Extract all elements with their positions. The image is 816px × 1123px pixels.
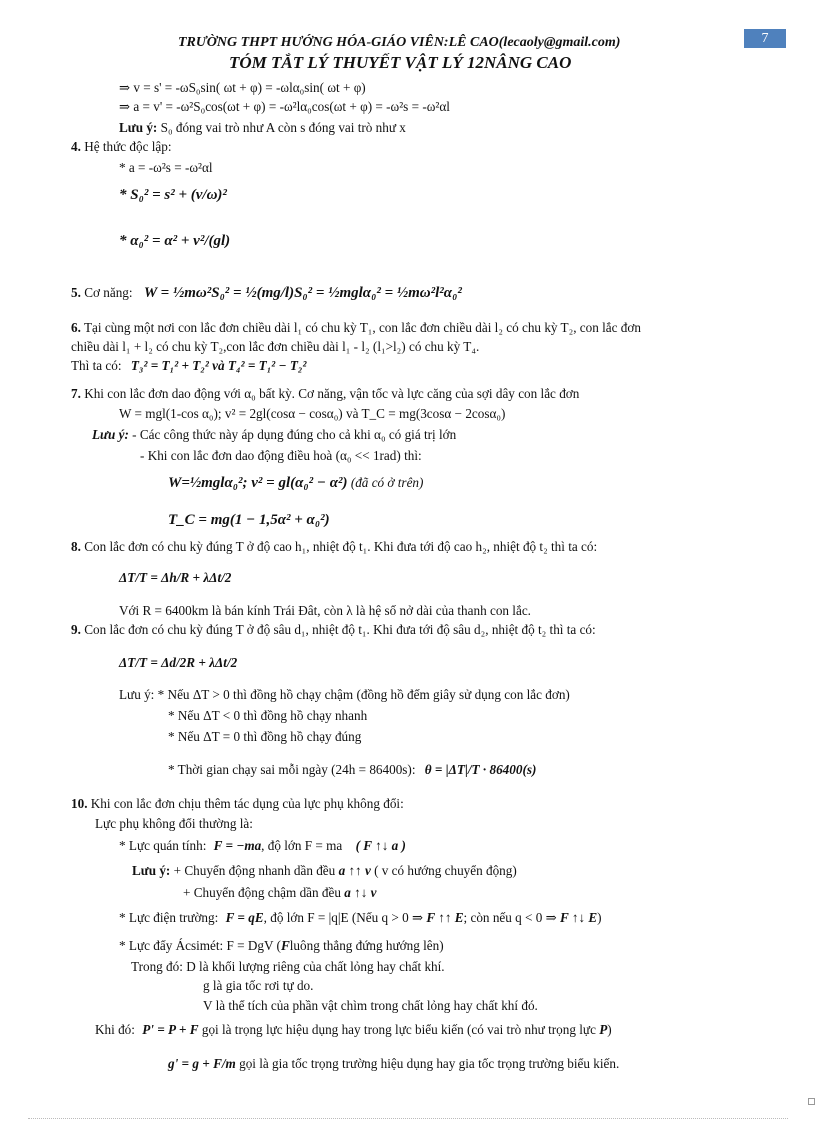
eq-small-angle-1 xyxy=(168,475,423,492)
note-label: Lưu ý: xyxy=(132,863,171,878)
note-line xyxy=(119,120,406,135)
footer-divider xyxy=(28,1118,788,1119)
inertial-force-line xyxy=(119,838,406,853)
eq-effective-gravity: g' = g + F/m xyxy=(168,1056,236,1071)
header-title: TRƯỜNG THPT HƯỚNG HÓA-GIÁO VIÊN:LÊ CAO(lecaoly@gmail.com) xyxy=(178,35,621,50)
section-6-line1 xyxy=(71,320,641,335)
section-7-line1 xyxy=(71,386,579,401)
section-text: Khi con lắc đơn dao động với α₀ bất kỳ. Cơ năng, vận tốc và lực căng của sợi dây con lắc đơn xyxy=(80,386,580,401)
eq-inertial-direction: ( F ↑↓ a ) xyxy=(355,838,406,853)
section-4-heading xyxy=(71,139,172,154)
item-text: luông thẳng đứng hướng lên) xyxy=(289,938,444,953)
eq-periods: T₃² = T₁² + T₂² và T₄² = T₁² − T₂² xyxy=(130,358,307,373)
eq-daily-error: θ = |ΔT|/T · 86400(s) xyxy=(424,762,537,777)
item-text-2: ; còn nếu q < 0 ⇒ xyxy=(463,910,557,925)
eq-energy-tension: W = mgl(1-cos α₀); v² = 2gl(cosα − cosα₀) và T_C = mg(3cosα − 2cosα₀) xyxy=(119,406,506,421)
item-label: * Lực điện trường: xyxy=(119,910,219,925)
item-text: gọi là trọng lực hiệu dụng hay trong lực biểu kiến (có vai trò như trọng lực xyxy=(198,1022,596,1037)
section-title: Cơ năng: xyxy=(80,285,133,300)
inertial-note2 xyxy=(183,885,377,900)
eq-depth-temp: ΔT/T = Δd/2R + λΔt/2 xyxy=(119,655,238,670)
section-number: 5. xyxy=(71,285,81,300)
section-6-line2: chiều dài l₁ + l₂ có chu kỳ T₂,con lắc đơn chiều dài l₁ - l₂ (l₁>l₂) có chu kỳ T₄. xyxy=(71,339,480,354)
eq-height-temp: ΔT/T = Δh/R + λΔt/2 xyxy=(119,570,232,585)
section-9-note4 xyxy=(168,762,536,777)
section-7-note1 xyxy=(92,427,456,442)
section-8-line1 xyxy=(71,539,597,554)
section-number: 7. xyxy=(71,386,81,401)
page-number: 7 xyxy=(744,29,786,48)
buoyancy-where-v: V là thể tích của phần vật chìm trong chất lỏng hay chất khí đó. xyxy=(203,998,538,1013)
note-text: * Thời gian chạy sai mỗi ngày (24h = 86400s): xyxy=(168,762,416,777)
note-label: Lưu ý: xyxy=(119,120,158,135)
eq-small-angle-tension: T_C = mg(1 − 1,5α² + α₀²) xyxy=(168,512,330,528)
item-text: , độ lớn F = ma xyxy=(261,838,343,853)
electric-force-line xyxy=(119,910,602,925)
section-text: Tại cùng một nơi con lắc đơn chiều dài l₁ có chu kỳ T₁, con lắc đơn chiều dài l₂ có chu kỳ T₂, con lắc đơn xyxy=(80,320,641,335)
section-text: Thì ta có: xyxy=(71,358,122,373)
eq-decelerating: a ↑↓ v xyxy=(344,885,377,900)
section-number: 6. xyxy=(71,320,81,335)
item-text: gọi là gia tốc trọng trường hiệu dụng hay gia tốc trọng trường biểu kiến. xyxy=(235,1056,620,1071)
section-6-line3 xyxy=(71,358,306,373)
section-text: Con lắc đơn có chu kỳ đúng T ở độ sâu d₁, nhiệt độ t₁. Khi đưa tới độ sâu d₂, nhiệt độ t₂ thì ta có: xyxy=(80,622,596,637)
section-8-where: Với R = 6400km là bán kính Trái Đât, còn λ là hệ số nở dài của thanh con lắc. xyxy=(119,603,531,618)
buoyancy-line xyxy=(119,938,444,953)
note-text: + Chuyển động chậm dần đều xyxy=(183,885,341,900)
item-label: Khi đó: xyxy=(95,1022,135,1037)
section-number: 10. xyxy=(71,796,88,811)
eq-negative-charge: F ↑↓ E xyxy=(560,910,598,925)
note-text: - Các công thức này áp dụng đúng cho cả khi α₀ có giá trị lớn xyxy=(128,427,457,442)
eq-independent-alpha0: * α₀² = α² + v²/(gl) xyxy=(119,233,231,249)
section-9-line1 xyxy=(71,622,596,637)
eq-note: (đã có ở trên) xyxy=(347,475,424,490)
note-text: + Chuyển động nhanh dần đều xyxy=(170,863,336,878)
section-number: 4. xyxy=(71,139,81,154)
section-9-note3: * Nếu ΔT = 0 thì đồng hồ chạy đúng xyxy=(168,729,362,744)
eq-independent-a: * a = -ω²s = -ω²αl xyxy=(119,160,213,175)
document-title: TÓM TẮT LÝ THUYẾT VẬT LÝ 12NÂNG CAO xyxy=(229,53,572,72)
page-corner-mark xyxy=(808,1098,815,1105)
section-7-note2: - Khi con lắc đơn dao động điều hoà (α₀ << 1rad) thì: xyxy=(140,448,422,463)
eq-accelerating: a ↑↑ v xyxy=(338,863,371,878)
section-5-heading xyxy=(71,285,462,302)
item-text: , độ lớn F = |q|E (Nếu q > 0 ⇒ xyxy=(263,910,424,925)
section-9-note2: * Nếu ΔT < 0 thì đồng hồ chạy nhanh xyxy=(168,708,368,723)
eq-small-angle-energy: W=½mglα₀²; v² = gl(α₀² − α²) xyxy=(168,475,348,491)
eq-velocity: ⇒ v = s' = -ωS₀sin( ωt + φ) = -ωlα₀sin( ωt + φ) xyxy=(119,80,366,95)
note-text-2: ( v có hướng chuyển động) xyxy=(370,863,517,878)
eq-independent-s0: * S₀² = s² + (v/ω)² xyxy=(119,187,227,203)
inertial-note1 xyxy=(132,863,517,878)
section-title: Hệ thức độc lập: xyxy=(80,139,172,154)
buoyancy-where-d: Trong đó: D là khối lượng riêng của chất lỏng hay chất khí. xyxy=(131,959,445,974)
item-label: * Lực đẩy Ácsimét: F = DgV ( xyxy=(119,938,281,953)
eq-inertial-force: F = −ma xyxy=(213,838,262,853)
section-number: 9. xyxy=(71,622,81,637)
eq-buoyancy-force: F xyxy=(280,938,290,953)
eq-energy: W = ½mω²S₀² = ½(mg/l)S₀² = ½mglα₀² = ½mω²l²α₀² xyxy=(143,285,462,301)
buoyancy-where-g: g là gia tốc rơi tự do. xyxy=(203,978,314,993)
eq-acceleration: ⇒ a = v' = -ω²S₀cos(ωt + φ) = -ω²lα₀cos(ωt + φ) = -ω²s = -ω²αl xyxy=(119,99,450,114)
section-10-heading xyxy=(71,796,404,811)
eq-effective-weight: P' = P + F xyxy=(142,1022,199,1037)
eq-weight: P xyxy=(599,1022,608,1037)
section-text: Khi con lắc đơn chịu thêm tác dụng của lực phụ không đổi: xyxy=(87,796,404,811)
note-text: S₀ đóng vai trò như A còn s đóng vai trò như x xyxy=(157,120,406,135)
item-text-2: ) xyxy=(607,1022,612,1037)
effective-weight-line xyxy=(95,1022,612,1037)
eq-positive-charge: F ↑↑ E xyxy=(426,910,464,925)
note-label: Lưu ý: xyxy=(119,687,155,702)
note-text: * Nếu ΔT > 0 thì đồng hồ chạy chậm (đồng hồ đếm giây sử dụng con lắc đơn) xyxy=(154,687,570,702)
effective-gravity-line xyxy=(168,1056,619,1071)
note-label: Lưu ý: xyxy=(92,427,129,442)
section-9-note1 xyxy=(119,687,570,702)
item-text-3: ) xyxy=(597,910,602,925)
item-label: * Lực quán tính: xyxy=(119,838,207,853)
section-number: 8. xyxy=(71,539,81,554)
eq-electric-force: F = qE xyxy=(225,910,264,925)
section-10-intro: Lực phụ không đổi thường là: xyxy=(95,816,253,831)
section-text: Con lắc đơn có chu kỳ đúng T ở độ cao h₁, nhiệt độ t₁. Khi đưa tới độ cao h₂, nhiệt độ t₂ thì ta có: xyxy=(80,539,598,554)
